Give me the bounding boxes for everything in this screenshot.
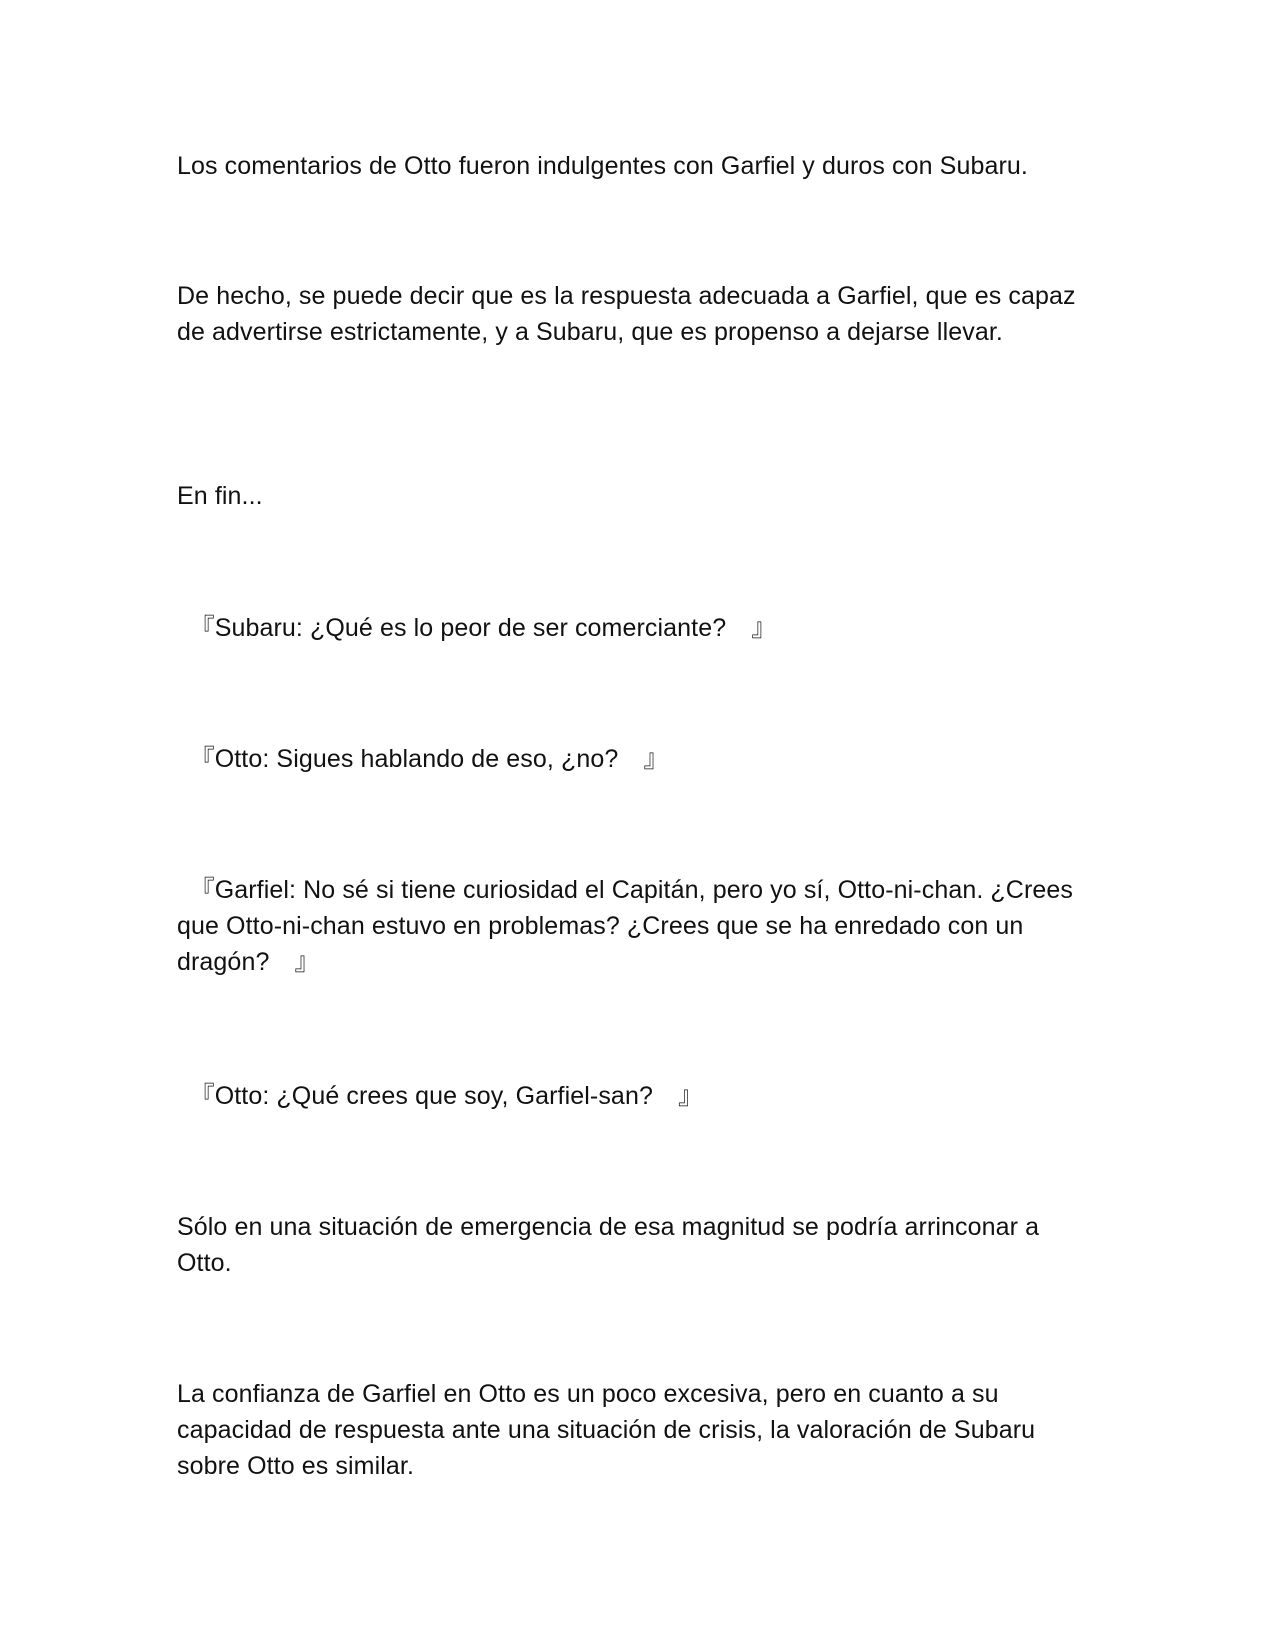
paragraph-narration: En fin... [177,482,263,510]
paragraph-narration: La confianza de Garfiel en Otto es un poco excesiva, pero en cuanto a su capacidad de respuesta ante una situación de crisis, la valoración de Subaru sobre Otto es similar. [177,1380,1036,1480]
paragraph-dialogue-garfiel: 『Garfiel: No sé si tiene curiosidad el Capitán, pero yo sí, Otto-ni-chan. ¿Crees que Otto-ni-chan estuvo en problemas? ¿Crees que se ha enredado con un dragón? 』 [177,876,1073,976]
paragraph-narration: Los comentarios de Otto fueron indulgentes con Garfiel y duros con Subaru. [177,152,1028,180]
paragraph-dialogue-otto: 『Otto: Sigues hablando de eso, ¿no? 』 [177,745,669,773]
paragraph-dialogue-subaru: 『Subaru: ¿Qué es lo peor de ser comerciante? 』 [177,614,777,642]
paragraph-narration: De hecho, se puede decir que es la respuesta adecuada a Garfiel, que es capaz de advertirse estrictamente, y a Subaru, que es propenso a dejarse llevar. [177,282,1076,346]
paragraph-narration: Sólo en una situación de emergencia de esa magnitud se podría arrinconar a Otto. [177,1213,1040,1277]
paragraph-dialogue-otto: 『Otto: ¿Qué crees que soy, Garfiel-san? 』 [177,1082,704,1110]
